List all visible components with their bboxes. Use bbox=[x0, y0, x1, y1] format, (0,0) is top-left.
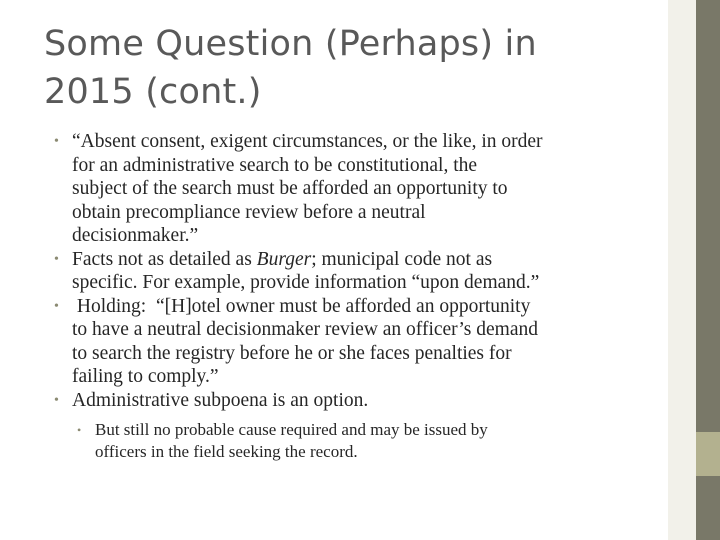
bullet-1-line-2: for an administrative search to be constitutional, the bbox=[72, 154, 478, 176]
slide-body bbox=[54, 130, 644, 463]
bullet-item-2 bbox=[54, 248, 644, 295]
bullet-2-line-1 bbox=[72, 248, 644, 272]
bullet-2-text-after: ; municipal code not as bbox=[311, 248, 493, 270]
sub-bullet-item bbox=[77, 419, 644, 463]
bullet-marker-icon: • bbox=[54, 134, 59, 149]
slide-title bbox=[44, 20, 644, 116]
decorative-side-bar-accent bbox=[696, 432, 720, 476]
bullet-3-line-2: to have a neutral decisionmaker review an officer’s demand bbox=[72, 319, 539, 340]
bullet-item-3 bbox=[54, 295, 644, 389]
case-name-italic: Burger bbox=[256, 248, 312, 270]
bullet-3-line-3: to search the registry before he or she faces penalties for bbox=[72, 342, 512, 364]
bullet-1-line-3: subject of the search must be afforded an opportunity to bbox=[72, 178, 508, 199]
bullet-item-4 bbox=[54, 389, 644, 413]
bullet-3-line-4: failing to comply.” bbox=[72, 366, 219, 387]
bullet-2-text-before: Facts not as detailed as bbox=[72, 248, 257, 270]
bullet-2-line-2: specific. For example, provide information “upon demand.” bbox=[72, 272, 540, 293]
bullet-4-line-1: Administrative subpoena is an option. bbox=[72, 389, 369, 411]
sub-bullet-line-1: But still no probable cause required and may be issued by bbox=[95, 420, 488, 439]
slide-title-line-2: 2015 (cont.) bbox=[44, 72, 262, 112]
bullet-3-line-1: Holding: “[H]otel owner must be afforded an opportunity bbox=[72, 295, 531, 317]
bullet-marker-icon: • bbox=[54, 392, 59, 408]
bullet-item-1 bbox=[54, 130, 644, 248]
bullet-1-line-5: decisionmaker.” bbox=[72, 225, 199, 246]
slide-title-line-1: Some Question (Perhaps) in bbox=[44, 24, 537, 64]
sub-bullet-line-2: officers in the field seeking the record. bbox=[95, 442, 358, 461]
bullet-marker-icon: • bbox=[54, 251, 59, 267]
bullet-1-line-4: obtain precompliance review before a neutral bbox=[72, 201, 426, 223]
bullet-1-line-1: “Absent consent, exigent circumstances, or the like, in order bbox=[72, 131, 543, 152]
bullet-marker-icon: • bbox=[54, 298, 59, 314]
sub-bullet-marker-icon: • bbox=[77, 423, 82, 437]
